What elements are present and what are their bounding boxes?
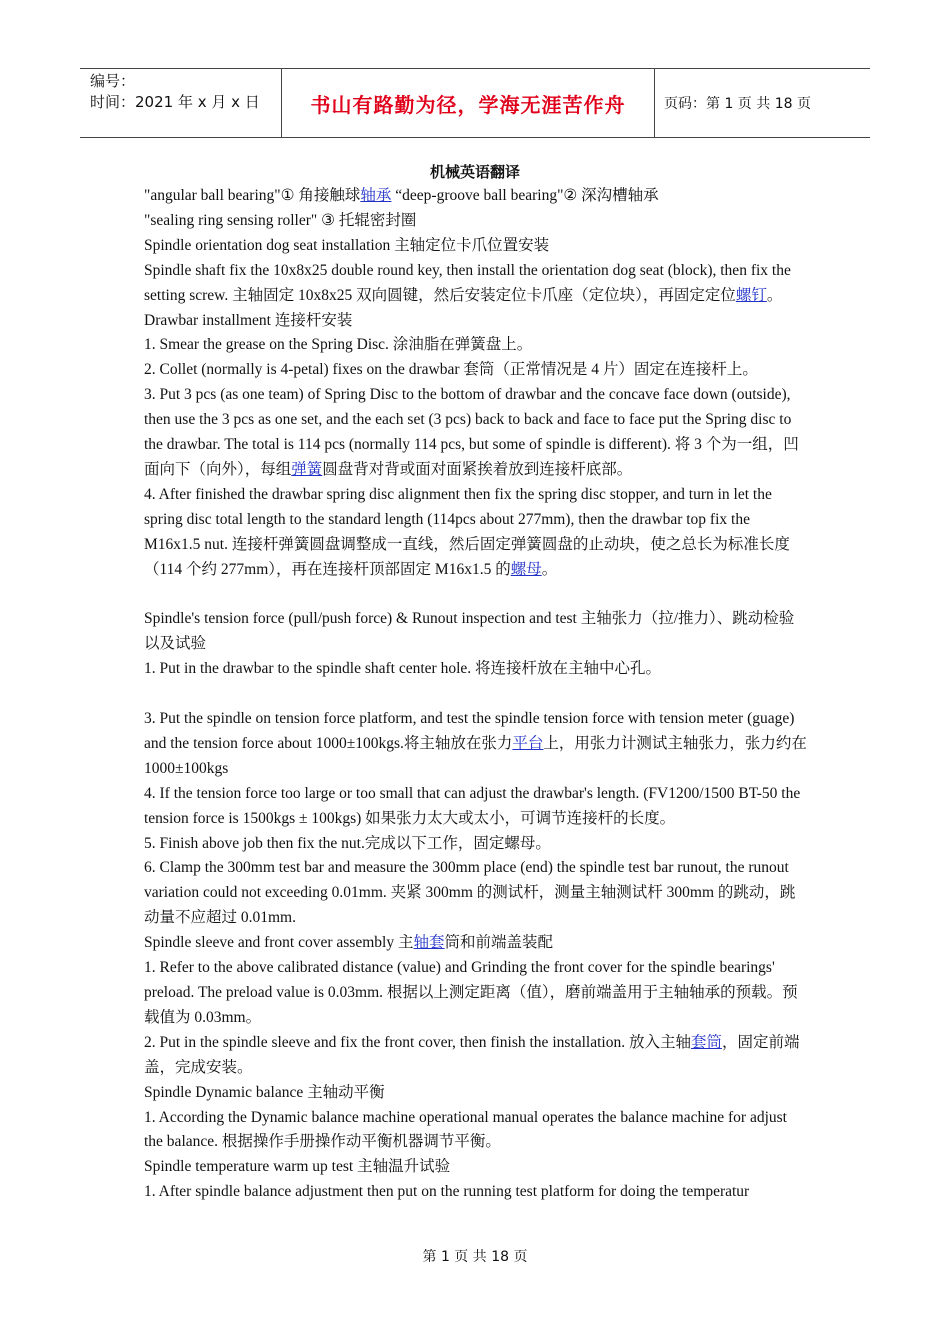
paragraph-text: 3. Put 3 pcs (as one team) of Spring Disc to the bottom of drawbar and the concave face down (outside), then use the 3 pcs as one set, and the each set (3 pcs) back to back and face to face put the Spring disc to the drawbar. The total is 114 pcs (normally 114 pcs, but some of spindle is different). 将 3 个为一组，凹面向下（向外），每组 xyxy=(144,386,799,478)
paragraph-text: Spindle orientation dog seat installation 主轴定位卡爪位置安装 xyxy=(144,236,550,254)
paragraph xyxy=(144,309,808,334)
paragraph xyxy=(144,657,808,682)
paragraph xyxy=(144,832,808,857)
paragraph xyxy=(144,607,808,657)
paragraph-text: Spindle's tension force (pull/push force) & Runout inspection and test 主轴张力（拉/推力）、跳动检验以及试验 xyxy=(144,610,795,653)
term-link[interactable]: 螺母 xyxy=(510,560,542,578)
code-label: 编号： xyxy=(90,72,136,90)
paragraph xyxy=(144,333,808,358)
paragraph xyxy=(144,782,808,832)
paragraph xyxy=(144,707,808,782)
paragraph-text: 筒和前端盖装配 xyxy=(444,934,553,952)
paragraph xyxy=(144,383,808,483)
paragraph-text: 1. After spindle balance adjustment then put on the running test platform for doing the temperatur xyxy=(144,1183,750,1201)
paragraph-text: "sealing ring sensing roller" ③ 托辊密封圈 xyxy=(144,211,417,229)
paragraph-text: 。 xyxy=(766,286,783,304)
paragraph-text: 6. Clamp the 300mm test bar and measure the 300mm place (end) the spindle test bar runout, the runout variation could not exceeding 0.01mm. 夹紧 300mm 的测试杆，测量主轴测试杆 300mm 的跳动，跳动量不应超过 0.01mm. xyxy=(144,859,796,927)
paragraph-text: 1. Smear the grease on the Spring Disc. 涂油脂在弹簧盘上。 xyxy=(144,336,533,354)
document-title: 机械英语翻译 xyxy=(429,163,520,181)
paragraph-text: “deep-groove ball bearing"② 深沟槽轴承 xyxy=(391,187,659,204)
paragraph-text: 2. Put in the spindle sleeve and fix the front cover, then finish the installation. 放入主轴 xyxy=(144,1033,691,1051)
paragraph-text: 1. Put in the drawbar to the spindle shaft center hole. 将连接杆放在主轴中心孔。 xyxy=(144,660,662,678)
paragraph xyxy=(144,682,808,707)
paragraph xyxy=(144,483,808,583)
paragraph xyxy=(144,856,808,931)
paragraph xyxy=(144,1155,808,1180)
paragraph-text: Spindle temperature warm up test 主轴温升试验 xyxy=(144,1158,451,1176)
term-link[interactable]: 套筒 xyxy=(690,1033,722,1051)
paragraph-text: 2. Collet (normally is 4-petal) fixes on the drawbar 套筒（正常情况是 4 片）固定在连接杆上。 xyxy=(144,361,758,379)
header-motto: 书山有路勤为径，学海无涯苦作舟 xyxy=(310,93,626,117)
paragraph-text: 上，用张力计测试主轴张力，张力约在 1000±100kgs xyxy=(144,734,807,777)
paragraph-text: 圆盘背对背或面对面紧挨着放到连接杆底部。 xyxy=(322,460,633,478)
paragraph xyxy=(144,234,808,259)
page-footer: 第 1 页 共 18 页 xyxy=(422,1249,528,1265)
document-body xyxy=(144,184,808,1205)
paragraph xyxy=(144,1180,808,1205)
paragraph-text: 4. If the tension force too large or too small that can adjust the drawbar's length. (FV1200/1500 BT-50 the tension force is 1500kgs ± 100kgs) 如果张力太大或太小，可调节连接杆的长度。 xyxy=(144,784,801,827)
paragraph-text: Drawbar installment 连接杆安装 xyxy=(144,311,353,329)
paragraph-text: "angular ball bearing"① 角接触球 xyxy=(144,187,361,204)
paragraph xyxy=(144,358,808,383)
paragraph xyxy=(144,956,808,1031)
term-link[interactable]: 轴套 xyxy=(413,934,445,952)
term-link[interactable]: 弹簧 xyxy=(291,460,323,478)
paragraph-text: Spindle sleeve and front cover assembly 主 xyxy=(144,934,414,952)
paragraph-text: 1. Refer to the above calibrated distance (value) and Grinding the front cover for the spindle bearings' preload. The preload value is 0.03mm. 根据以上测定距离（值），磨前端盖用于主轴轴承的预载。预载值为 0.03mm。 xyxy=(144,959,798,1026)
paragraph-text: 4. After finished the drawbar spring disc alignment then fix the spring disc stopper, and turn in let the spring disc total length to the standard length (114pcs about 277mm), then the drawbar top fix the M16x1.5 nut. 连接杆弹簧圆盘调整成一直线，然后固定弹簧圆盘的止动块，使之总长为标准长度（114 个约 277mm），再在连接杆顶部固定 M16x1.5 的 xyxy=(144,485,790,578)
paragraph-text: 1. According the Dynamic balance machine operational manual operates the balance machine for adjust the balance. 根据操作手册操作动平衡机器调节平衡。 xyxy=(144,1108,787,1151)
paragraph xyxy=(144,184,808,209)
paragraph-text: ，固定前端盖，完成安装。 xyxy=(144,1033,800,1076)
paragraph-text: 。 xyxy=(541,560,558,578)
header-left-cell xyxy=(90,71,260,113)
header-table xyxy=(80,68,870,138)
date-label: 时间：2021 年 x 月 x 日 xyxy=(90,93,260,111)
paragraph xyxy=(144,931,808,956)
paragraph xyxy=(144,209,808,234)
page-info: 页码：第 1 页 共 18 页 xyxy=(664,96,811,112)
paragraph-text: 5. Finish above job then fix the nut.完成以下工作，固定螺母。 xyxy=(144,834,551,852)
paragraph xyxy=(144,1106,808,1156)
paragraph xyxy=(144,1031,808,1081)
header-divider xyxy=(654,69,655,137)
term-link[interactable]: 螺钉 xyxy=(735,286,767,304)
paragraph xyxy=(144,259,808,309)
term-link[interactable]: 平台 xyxy=(512,734,544,752)
paragraph-text: Spindle shaft fix the 10x8x25 double round key, then install the orientation dog seat (block), then fix the setting screw. 主轴固定 10x8x25 双向圆键，然后安装定位卡爪座（定位块），再固定定位 xyxy=(144,261,791,304)
paragraph-text: 3. Put the spindle on tension force platform, and test the spindle tension force with tension meter (guage) and the tension force about 1000±100kgs.将主轴放在张力 xyxy=(144,710,795,752)
paragraph xyxy=(144,1081,808,1106)
paragraph xyxy=(144,583,808,608)
paragraph-text: Spindle Dynamic balance 主轴动平衡 xyxy=(144,1083,385,1101)
term-link[interactable]: 轴承 xyxy=(360,187,392,204)
